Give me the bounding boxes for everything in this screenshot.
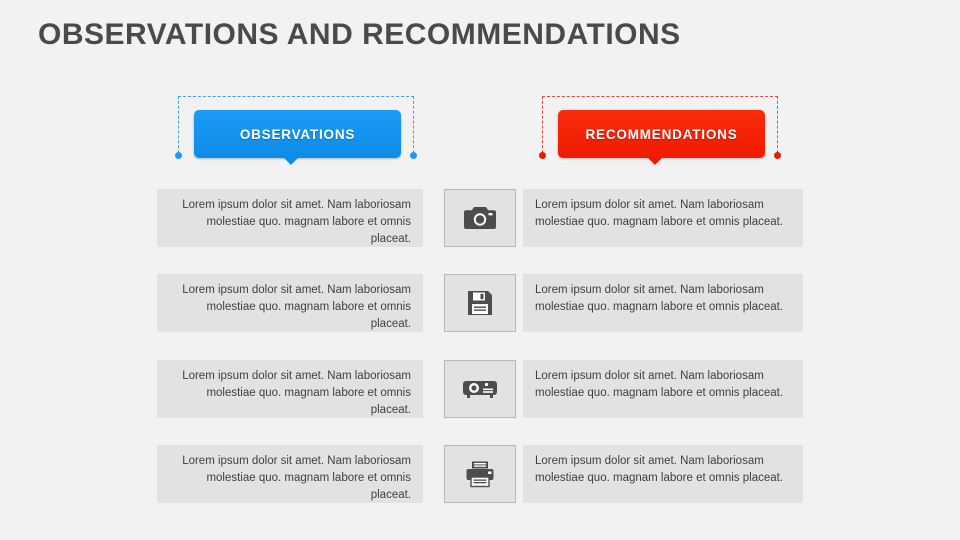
observation-text: Lorem ipsum dolor sit amet. Nam laboriosam molestiae quo. magnam labore et omnis placeat. bbox=[157, 445, 423, 503]
table-row bbox=[0, 189, 960, 247]
observations-header bbox=[178, 96, 414, 168]
recommendations-pointer-icon bbox=[646, 156, 664, 165]
camera-icon[interactable] bbox=[444, 189, 516, 247]
page-title: OBSERVATIONS AND RECOMMENDATIONS bbox=[38, 18, 681, 51]
recommendations-label: RECOMMENDATIONS bbox=[585, 126, 738, 142]
observations-dot-right-icon bbox=[410, 152, 417, 159]
observations-pointer-icon bbox=[282, 156, 300, 165]
observation-text: Lorem ipsum dolor sit amet. Nam laboriosam molestiae quo. magnam labore et omnis placeat. bbox=[157, 360, 423, 418]
observations-banner[interactable] bbox=[194, 110, 401, 158]
observations-label: OBSERVATIONS bbox=[239, 126, 356, 142]
table-row bbox=[0, 445, 960, 503]
floppy-disk-icon[interactable] bbox=[444, 274, 516, 332]
recommendations-dot-left-icon bbox=[539, 152, 546, 159]
observation-text: Lorem ipsum dolor sit amet. Nam laboriosam molestiae quo. magnam labore et omnis placeat. bbox=[157, 274, 423, 332]
recommendations-banner[interactable] bbox=[558, 110, 765, 158]
projector-icon[interactable] bbox=[444, 360, 516, 418]
recommendations-dot-right-icon bbox=[774, 152, 781, 159]
recommendation-text: Lorem ipsum dolor sit amet. Nam laboriosam molestiae quo. magnam labore et omnis placeat. bbox=[523, 360, 803, 418]
recommendations-header bbox=[542, 96, 778, 168]
printer-icon[interactable] bbox=[444, 445, 516, 503]
observations-dot-left-icon bbox=[175, 152, 182, 159]
observation-text: Lorem ipsum dolor sit amet. Nam laboriosam molestiae quo. magnam labore et omnis placeat. bbox=[157, 189, 423, 247]
table-row bbox=[0, 360, 960, 418]
table-row bbox=[0, 274, 960, 332]
recommendation-text: Lorem ipsum dolor sit amet. Nam laboriosam molestiae quo. magnam labore et omnis placeat. bbox=[523, 274, 803, 332]
recommendation-text: Lorem ipsum dolor sit amet. Nam laboriosam molestiae quo. magnam labore et omnis placeat. bbox=[523, 189, 803, 247]
recommendation-text: Lorem ipsum dolor sit amet. Nam laboriosam molestiae quo. magnam labore et omnis placeat. bbox=[523, 445, 803, 503]
